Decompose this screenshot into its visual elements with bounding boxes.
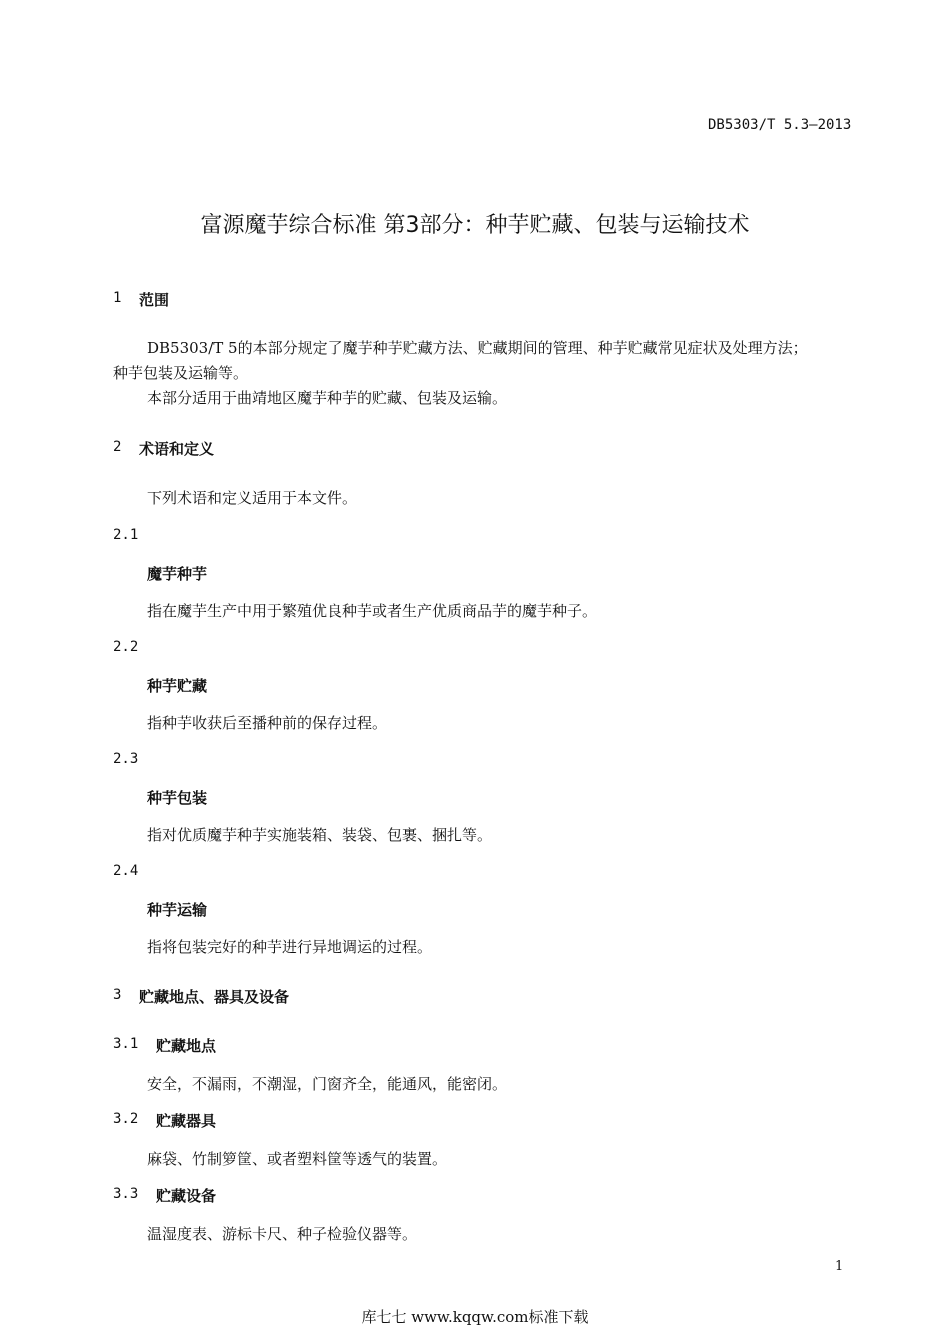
- subsection-heading: 贮藏设备: [156, 1187, 217, 1205]
- term-definition: 指将包装完好的种芋进行异地调运的过程。: [147, 938, 433, 956]
- subsection-number: 3.2: [113, 1111, 139, 1127]
- paragraph-line: 种芋包装及运输等。: [113, 364, 249, 382]
- section-number: 2: [113, 439, 122, 455]
- document-title: 富源魔芋综合标准 第3部分：种芋贮藏、包装与运输技术: [200, 213, 750, 238]
- section-number: 1: [113, 290, 122, 306]
- page-number: 1: [835, 1259, 844, 1274]
- term-definition: 指在魔芋生产中用于繁殖优良种芋或者生产优质商品芋的魔芋种子。: [147, 602, 598, 620]
- term-name: 魔芋种芋: [147, 565, 208, 583]
- subsection-text: 安全，不漏雨，不潮湿，门窗齐全，能通风，能密闭。: [147, 1075, 508, 1093]
- term-number: 2.2: [113, 639, 139, 655]
- term-name: 种芋包装: [147, 789, 208, 807]
- subsection-text: 麻袋、竹制箩筐、或者塑料筐等透气的装置。: [147, 1150, 448, 1168]
- section-heading: 贮藏地点、器具及设备: [139, 988, 290, 1006]
- term-definition: 指种芋收获后至播种前的保存过程。: [147, 714, 388, 732]
- subsection-number: 3.1: [113, 1036, 139, 1052]
- section-number: 3: [113, 987, 122, 1003]
- section-heading: 范围: [139, 291, 170, 309]
- subsection-number: 3.3: [113, 1186, 139, 1202]
- subsection-heading: 贮藏器具: [156, 1112, 217, 1130]
- section-heading: 术语和定义: [139, 440, 215, 458]
- term-name: 种芋运输: [147, 901, 208, 919]
- term-number: 2.1: [113, 527, 139, 543]
- term-name: 种芋贮藏: [147, 677, 208, 695]
- term-number: 2.4: [113, 863, 139, 879]
- subsection-text: 温湿度表、游标卡尺、种子检验仪器等。: [147, 1225, 418, 1243]
- subsection-heading: 贮藏地点: [156, 1037, 217, 1055]
- term-number: 2.3: [113, 751, 139, 767]
- footer-watermark: 库七七 www.kqqw.com标准下载: [361, 1308, 589, 1326]
- document-code: DB5303/T 5.3—2013: [708, 117, 852, 133]
- paragraph: 本部分适用于曲靖地区魔芋种芋的贮藏、包装及运输。: [147, 389, 508, 407]
- term-definition: 指对优质魔芋种芋实施装箱、装袋、包裹、捆扎等。: [147, 826, 493, 844]
- paragraph-line: DB5303/T 5的本部分规定了魔芋种芋贮藏方法、贮藏期间的管理、种芋贮藏常见症状及处理方法；: [147, 339, 808, 357]
- paragraph: 下列术语和定义适用于本文件。: [147, 489, 358, 507]
